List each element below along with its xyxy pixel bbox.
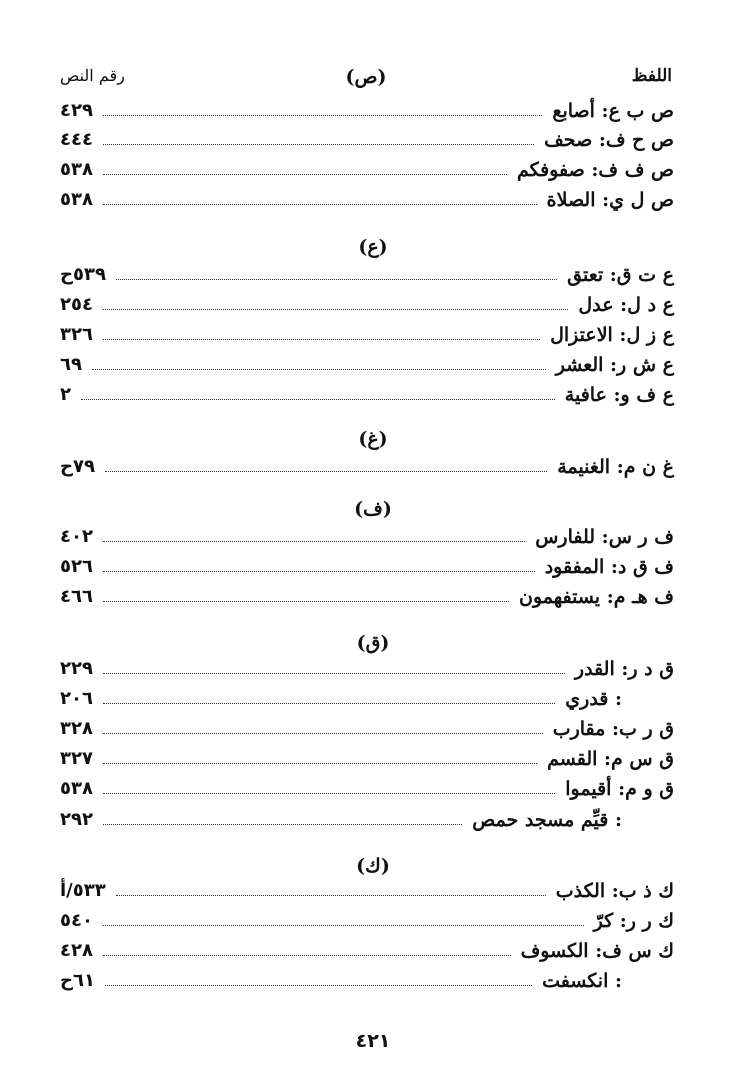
section-title: (ع) [358,236,388,258]
index-entry [60,714,674,744]
leader-dots [105,471,547,472]
entry-word: ع ف و: عافية [564,384,674,406]
entry-text-number: ٤٦٦ [60,586,93,607]
entry-word: ك ذ ب: الكذب [555,880,674,902]
index-entry [60,684,674,714]
section-title: (ق) [356,632,390,654]
index-entry [60,744,674,774]
entry-text-number: ٢ [60,384,71,405]
leader-dots [116,895,546,896]
leader-dots [103,601,509,602]
entry-text-number: ٣٢٨ [60,718,93,739]
index-entry [60,906,674,936]
header-word-label: اللفظ [631,66,672,86]
index-entry [60,452,674,482]
entry-text-number: ٥٣٨ [60,159,93,180]
entry-text-number: ٥٣٨ [60,189,93,210]
entry-text-number: ٤٤٤ [60,129,93,150]
entry-text-number: ٦٩ [60,354,82,375]
entry-word: غ ن م: الغنيمة [557,456,674,478]
section-title: (ف) [354,498,392,520]
index-entry [60,582,674,612]
entry-text-number: ٥٤٠ [60,910,93,931]
entry-text-number: ٢٠٦ [60,688,93,709]
index-entry [60,155,674,185]
entry-word: ف ر س: للفارس [535,526,674,548]
entry-word: ق د ر: القدر [574,658,674,680]
index-entry [60,260,674,290]
leader-dots [103,571,535,572]
entry-word: ك س ف: الكسوف [520,940,674,962]
leader-dots [103,763,537,764]
entry-text-number: ٢٢٩ [60,658,93,679]
leader-dots [103,174,507,175]
entry-text-number: ٥٣٨ [60,778,93,799]
section-title: (غ) [358,428,388,450]
entry-word: ص ف ف: صفوفكم [516,159,674,181]
leader-dots [103,309,568,310]
entry-word: ع ش ر: العشر [555,354,674,376]
entry-word: ف ق د: المفقود [544,556,674,578]
leader-dots [103,541,525,542]
header-text-number-label: رقم النص [60,66,125,85]
index-entry [60,876,674,906]
index-entry [60,774,674,804]
leader-dots [103,955,511,956]
leader-dots [92,369,546,370]
entry-word: ق ر ب: مقارب [552,718,674,740]
index-entry [60,805,674,835]
entry-text-number: ٢٥٤ [60,294,93,315]
index-entry [60,380,674,410]
entry-word: ع ت ق: تعتق [567,264,674,286]
leader-dots [103,824,462,825]
leader-dots [81,399,555,400]
entry-text-number: ٥٣٣/أ [60,880,106,901]
index-entry [60,290,674,320]
leader-dots [103,703,555,704]
entry-word: ق س م: القسم [547,748,674,770]
section-title: (ك) [356,855,390,877]
entry-word: : انكسفت [542,970,622,992]
entry-text-number: ٤٠٢ [60,526,93,547]
index-entry [60,936,674,966]
index-entry [60,96,674,126]
entry-word: : قيِّم مسجد حمص [472,809,622,831]
leader-dots [103,144,534,145]
leader-dots [116,279,557,280]
entry-word: ع ز ل: الاعتزال [550,324,674,346]
index-entry [60,125,674,155]
index-entry [60,320,674,350]
leader-dots [103,793,555,794]
leader-dots [105,985,532,986]
entry-word: ع د ل: عدل [578,294,674,316]
leader-dots [103,733,543,734]
entry-word: ك ر ر: كرّ [593,910,674,932]
entry-word: ص ل ي: الصلاة [546,189,674,211]
entry-text-number: ٦١ح [60,970,95,991]
entry-text-number: ٥٢٦ [60,556,93,577]
leader-dots [103,115,542,116]
entry-word: ص ب ع: أصابع [552,100,674,122]
index-entry [60,654,674,684]
index-entry [60,185,674,215]
entry-text-number: ٤٢٨ [60,940,93,961]
index-entry [60,552,674,582]
entry-text-number: ٣٢٦ [60,324,93,345]
entry-text-number: ٥٣٩ح [60,264,106,285]
entry-word: ص ح ف: صحف [544,129,674,151]
entry-word: ف هـ م: يستفهمون [519,586,674,608]
section-title: (ص) [345,66,387,88]
index-entry [60,966,674,996]
entry-word: : قدري [565,688,622,710]
index-entry [60,350,674,380]
page-number: ٤٢١ [355,1030,391,1052]
leader-dots [103,673,565,674]
page-header [60,66,672,96]
entry-word: ق و م: أقيموا [565,778,674,800]
index-entry [60,522,674,552]
entry-text-number: ٣٢٧ [60,748,93,769]
entry-text-number: ٧٩ح [60,456,95,477]
entry-text-number: ٤٢٩ [60,100,93,121]
leader-dots [103,339,540,340]
leader-dots [103,925,584,926]
entry-text-number: ٢٩٢ [60,809,93,830]
leader-dots [103,204,537,205]
